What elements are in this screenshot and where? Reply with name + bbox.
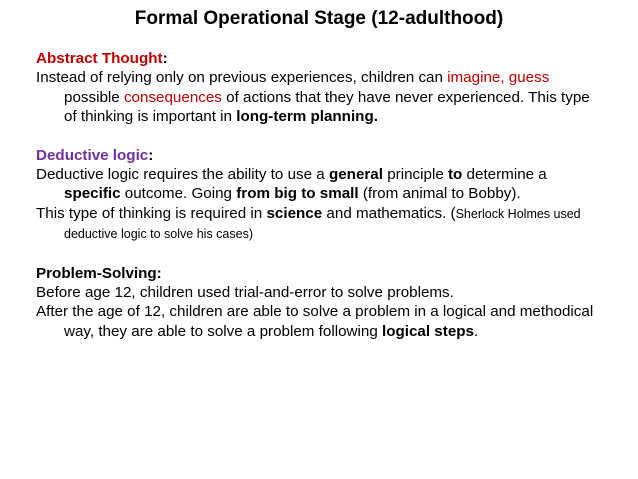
- slide-content: [36, 49, 606, 341]
- deductive-text-2: principle: [382, 166, 448, 184]
- deductive-logic-heading-colon: :: [148, 146, 154, 164]
- abstract-imagine-guess: imagine, guess: [447, 69, 550, 87]
- slide-title: Formal Operational Stage (12-adulthood): [134, 8, 504, 29]
- deductive-logic-paragraph-1: [36, 165, 606, 204]
- abstract-thought-heading-colon: :: [162, 50, 168, 67]
- problem-logical-steps: logical steps: [381, 322, 474, 340]
- deductive-text-5: (from animal to Bobby).: [358, 185, 521, 203]
- deductive-specific: specific: [64, 185, 121, 203]
- abstract-thought-heading: [36, 49, 606, 68]
- abstract-text-1: Instead of relying only on previous experiences, children can: [36, 69, 448, 87]
- deductive-text-3: determine a: [462, 166, 547, 184]
- section-spacer: [36, 245, 606, 264]
- abstract-consequences: consequences: [123, 88, 222, 106]
- section-spacer: [36, 127, 606, 146]
- problem-text-1: After the age of 12, children are able to solve a problem in a logical and methodical way, they are able to solve a problem following: [36, 303, 594, 340]
- deductive-general: general: [328, 166, 383, 184]
- deductive-logic-heading-text: Deductive logic: [36, 146, 149, 164]
- problem-solving-paragraph-1: Before age 12, children used trial-and-error to solve problems.: [36, 284, 454, 302]
- deductive-sherlock-note: Sherlock Holmes used deductive logic to solve his cases): [64, 206, 581, 242]
- abstract-long-term-planning: long-term planning.: [236, 108, 378, 126]
- deductive-p2-text-1: This type of thinking is required in: [36, 204, 267, 222]
- deductive-text-4: outcome. Going: [120, 185, 237, 203]
- problem-solving-paragraph-2: [36, 302, 606, 341]
- problem-solving-heading: Problem-Solving:: [36, 264, 162, 282]
- deductive-science: science: [266, 204, 323, 222]
- deductive-logic-heading: [36, 146, 606, 165]
- deductive-to: to: [447, 166, 463, 184]
- deductive-logic-paragraph-2: [36, 204, 606, 245]
- abstract-thought-heading-text: Abstract Thought: [36, 50, 163, 67]
- problem-text-2: .: [474, 322, 479, 340]
- abstract-thought-paragraph: [36, 68, 606, 126]
- deductive-text-1: Deductive logic requires the ability to use a: [36, 166, 329, 184]
- abstract-text-2: possible: [64, 88, 124, 106]
- deductive-big-to-small: from big to small: [236, 185, 359, 203]
- abstract-text-3: of actions that they have never experienced. This type of thinking is important in: [64, 88, 590, 126]
- deductive-p2-text-2: and mathematics. (: [322, 204, 456, 222]
